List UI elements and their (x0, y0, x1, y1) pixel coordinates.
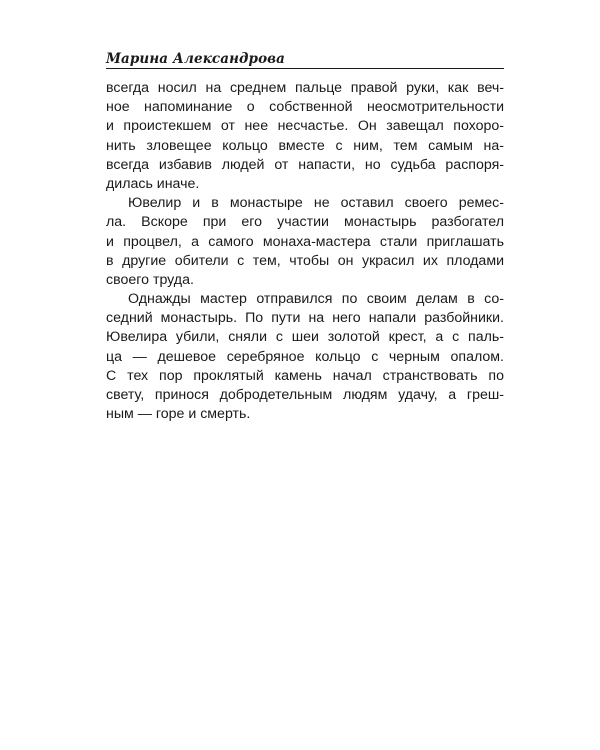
text-line: Однажды мастер отправился по своим делам в со- (128, 291, 504, 308)
text-line: и проистекшем от нее несчастье. Он завещал похоро- (106, 118, 504, 135)
paragraph-3 (106, 290, 504, 424)
text-line: всегда избавив людей от напасти, но судьба распоря- (106, 156, 504, 173)
text-line: Ювелира убили, сняли с шеи золотой крест, а с паль- (106, 329, 504, 346)
paragraph-1 (106, 79, 504, 194)
text-line: Ювелир и в монастыре не оставил своего ремес- (128, 195, 504, 212)
header-rule (106, 68, 504, 69)
text-line: ным — горе и смерть. (106, 406, 251, 423)
text-line: ца — дешевое серебряное кольцо с черным опалом. (106, 348, 504, 365)
text-line: ное напоминание о собственной неосмотрительности (106, 99, 504, 116)
text-line: нить зловещее кольцо вместе с ним, тем самым на- (106, 137, 504, 154)
text-line: дилась иначе. (106, 175, 200, 192)
running-header-author: Марина Александрова (106, 51, 285, 67)
text-line: своего труда. (106, 271, 194, 288)
text-line: и процвел, а самого монаха-мастера стали приглашать (106, 233, 504, 250)
text-line: свету, принося добродетельным людям удачу, а греш- (106, 387, 504, 403)
paragraph-2 (106, 194, 504, 290)
text-line: всегда носил на среднем пальце правой руки, как веч- (106, 80, 504, 96)
text-line: ла. Вскоре при его участии монастырь разбогател (106, 214, 504, 231)
text-line: седний монастырь. По пути на него напали разбойники. (106, 310, 504, 327)
text-line: в другие обители с тем, чтобы он украсил их плодами (106, 252, 504, 269)
text-line: С тех пор проклятый камень начал странствовать по (106, 367, 504, 384)
page-body (106, 79, 504, 424)
